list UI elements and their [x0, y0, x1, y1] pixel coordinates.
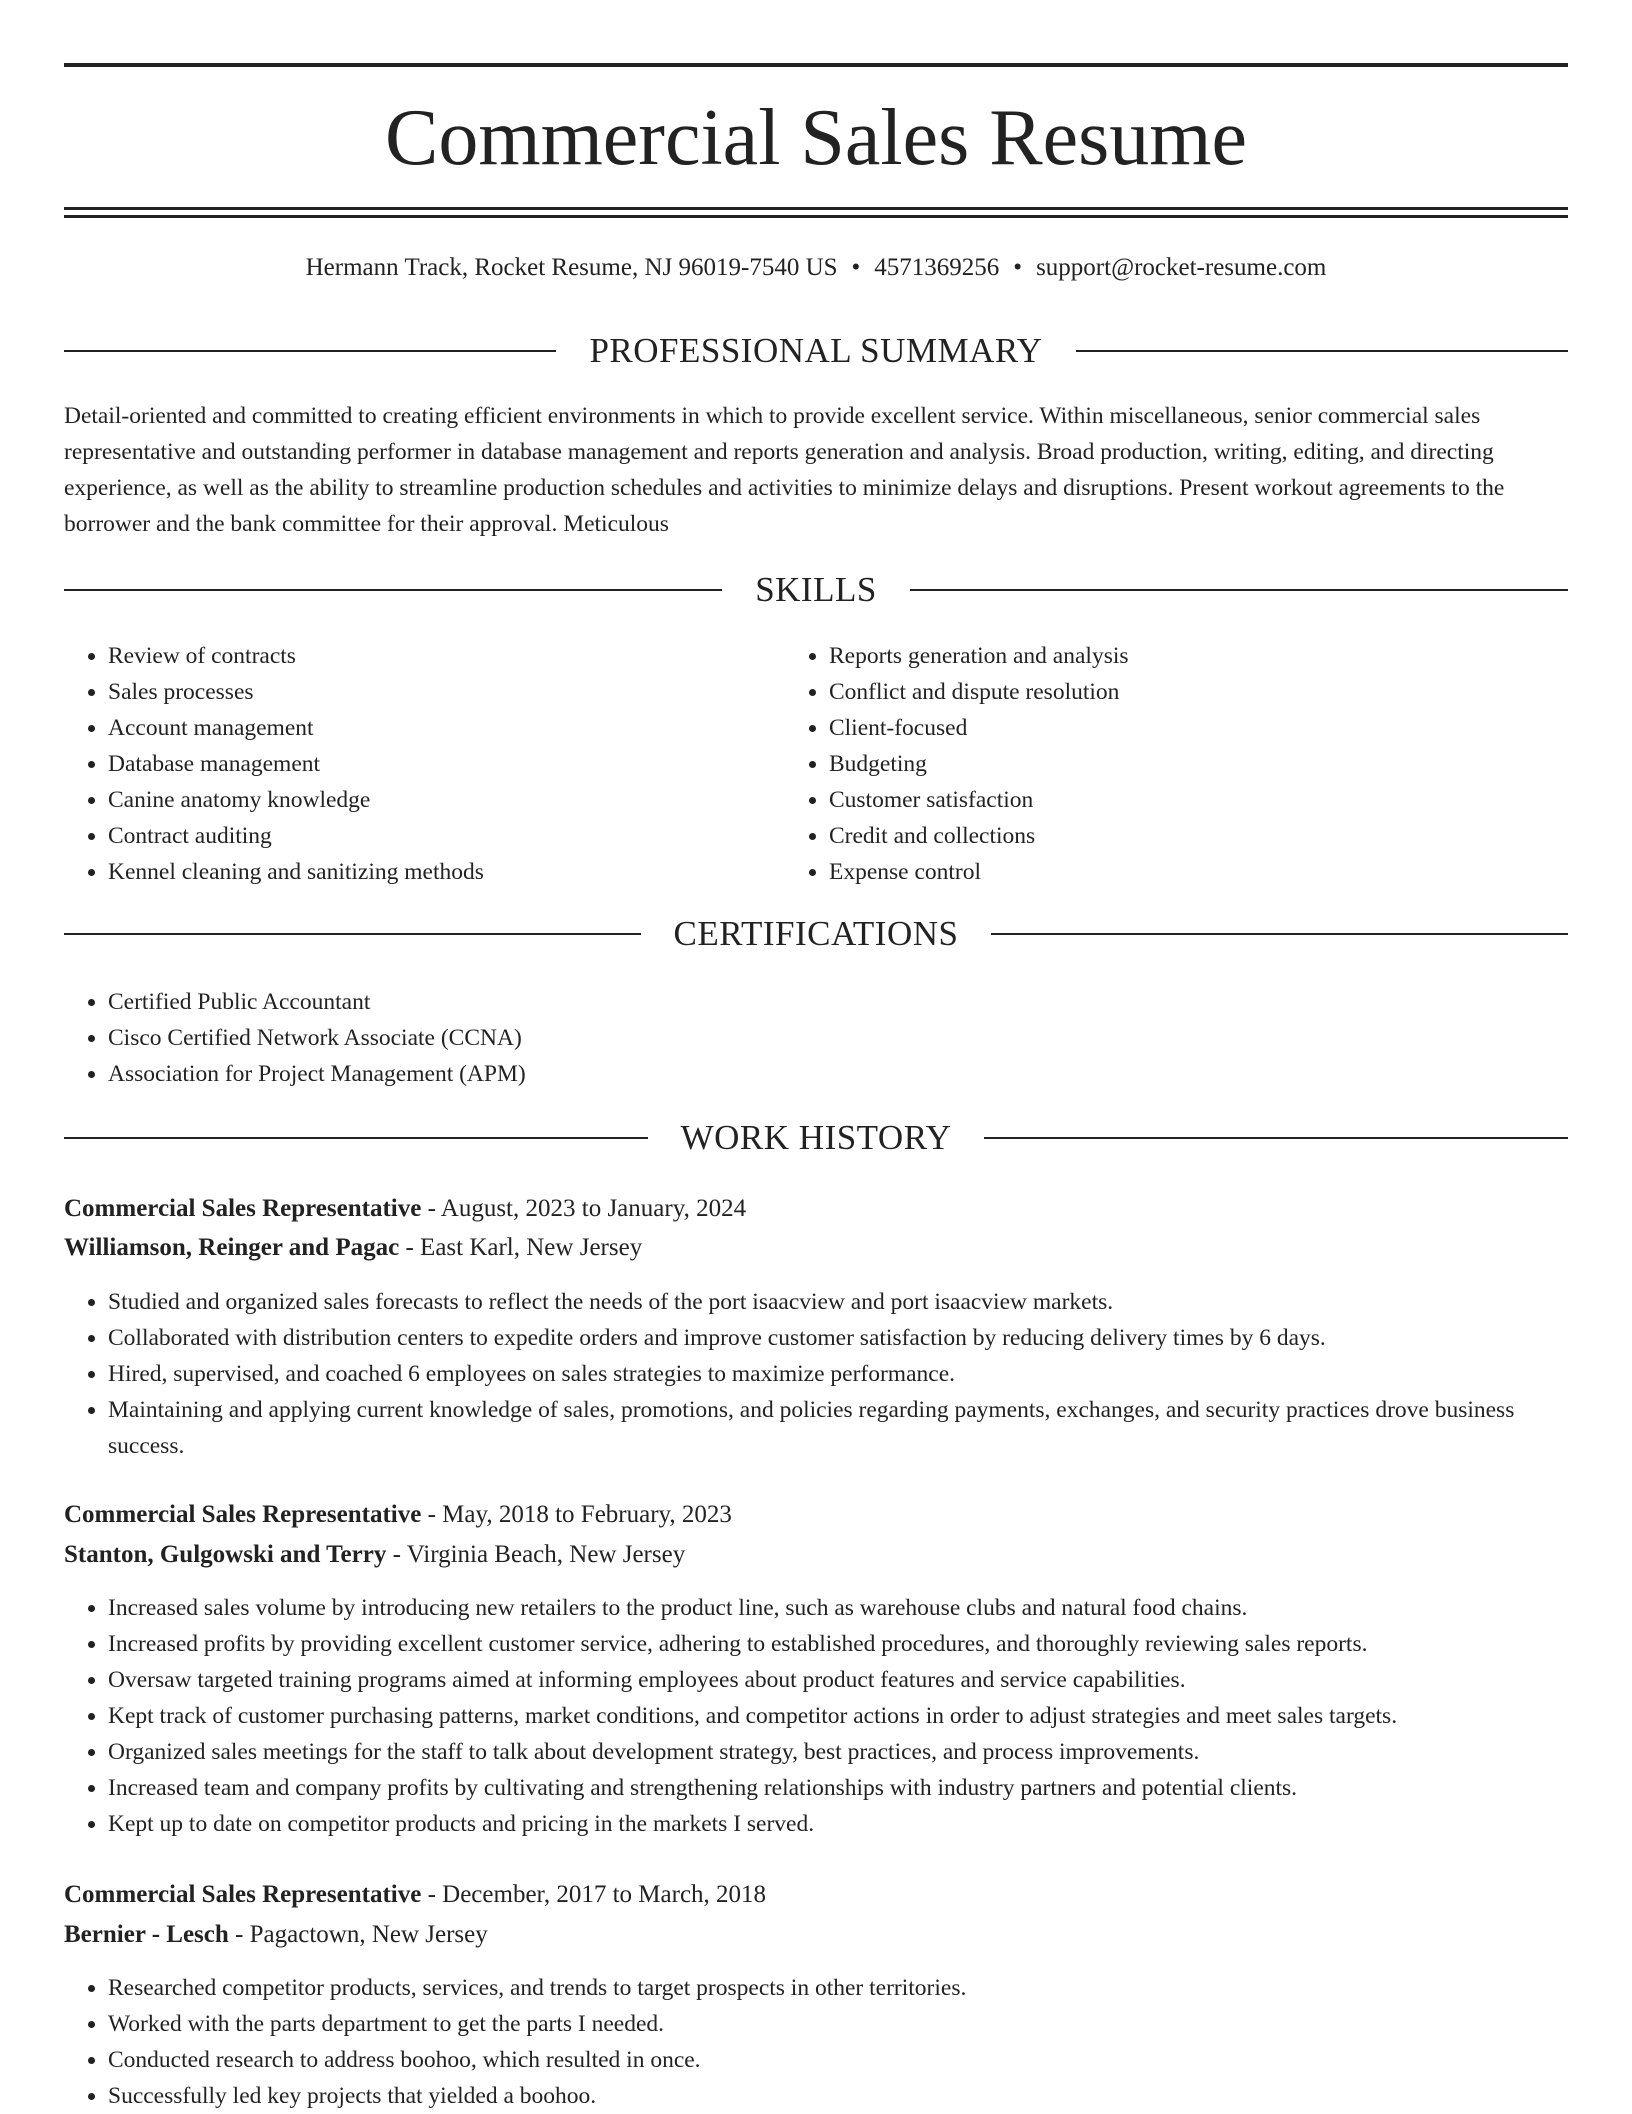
skill-item: • Conflict and dispute resolution: [829, 674, 1568, 710]
job-bullets: [64, 1590, 1568, 1842]
skill-item: • Budgeting: [829, 746, 1568, 782]
job-location: - Pagactown, New Jersey: [228, 1921, 488, 1948]
job-bullet: • Studied and organized sales forecasts to reflect the needs of the port isaacview and port isaacview markets.: [108, 1284, 1568, 1320]
skill-item: • Sales processes: [108, 674, 785, 710]
certification-item: • Certified Public Accountant: [108, 984, 1568, 1020]
page-title: Commercial Sales Resume: [384, 94, 1248, 182]
job-company-line: [64, 1535, 1568, 1575]
job-dates: - December, 2017 to March, 2018: [421, 1881, 767, 1908]
job-bullet: • Kept track of customer purchasing patterns, market conditions, and competitor actions in order to adjust strategies and meet sales targets.: [108, 1698, 1568, 1734]
summary-section-heading: [64, 331, 1568, 371]
work-history-heading-label: WORK HISTORY: [680, 1118, 952, 1157]
top-rule: [64, 63, 1568, 67]
job-bullet: • Collaborated with distribution centers to expedite orders and improve customer satisfaction by reducing delivery times by 6 days.: [108, 1320, 1568, 1356]
heading-rule-right: [1076, 350, 1568, 352]
job-bullet: • Worked with the parts department to get the parts I needed.: [108, 2006, 1568, 2042]
job-dates: - May, 2018 to February, 2023: [421, 1501, 732, 1528]
contact-email[interactable]: support@rocket-resume.com: [1036, 254, 1327, 281]
skills-section-heading: [64, 570, 1568, 610]
job-title: Commercial Sales Representative: [64, 1501, 422, 1528]
job-bullet: • Increased team and company profits by cultivating and strengthening relationships with industry partners and potential clients.: [108, 1770, 1568, 1806]
summary-heading-label: PROFESSIONAL SUMMARY: [589, 331, 1043, 370]
job-title: Commercial Sales Representative: [64, 1195, 422, 1222]
contact-line: [64, 254, 1568, 282]
job-title-line: [64, 1495, 1568, 1535]
job-location: - Virginia Beach, New Jersey: [386, 1541, 686, 1568]
title-double-rule: [64, 207, 1568, 218]
summary-text: Detail-oriented and committed to creating efficient environments in which to provide excellent service. Within miscellaneous, senior commercial sales representative and outstanding performer in database management and reports generation and analysis. Broad production, writing, editing, and directing experience, as well as the ability to streamline production schedules and activities to minimize delays and disruptions. Present workout agreements to the borrower and the bank committee for their approval. Meticulous: [64, 403, 1505, 537]
job-company: Bernier - Lesch: [64, 1921, 229, 1948]
heading-rule-right: [991, 933, 1568, 935]
job-company-line: [64, 1228, 1568, 1268]
job-location: - East Karl, New Jersey: [399, 1234, 643, 1261]
job-bullets: [64, 1284, 1568, 1464]
skills-list-left: [64, 638, 785, 890]
job-title-line: [64, 1189, 1568, 1229]
job-bullet: • Kept up to date on competitor products and pricing in the markets I served.: [108, 1806, 1568, 1842]
heading-rule-right: [984, 1137, 1568, 1139]
certification-item: • Association for Project Management (APM): [108, 1056, 1568, 1092]
job-bullet: • Successfully led key projects that yielded a boohoo.: [108, 2078, 1568, 2114]
skill-item: • Client-focused: [829, 710, 1568, 746]
certification-item: • Cisco Certified Network Associate (CCNA): [108, 1020, 1568, 1056]
certifications-section-heading: [64, 914, 1568, 954]
skill-item: • Review of contracts: [108, 638, 785, 674]
work-history-section-heading: [64, 1118, 1568, 1158]
contact-address: Hermann Track, Rocket Resume, NJ 96019-7540 US: [305, 254, 838, 281]
skill-item: • Kennel cleaning and sanitizing methods: [108, 854, 785, 890]
job-bullet: • Researched competitor products, services, and trends to target prospects in other territories.: [108, 1970, 1568, 2006]
job-title-line: [64, 1875, 1568, 1915]
skills-heading-label: SKILLS: [755, 570, 877, 609]
job-dates: - August, 2023 to January, 2024: [421, 1195, 747, 1222]
job-bullet: • Organized sales meetings for the staff to talk about development strategy, best practices, and process improvements.: [108, 1734, 1568, 1770]
certifications-list: [64, 984, 1568, 1092]
heading-rule-left: [64, 1137, 648, 1139]
skill-item: • Reports generation and analysis: [829, 638, 1568, 674]
heading-rule-left: [64, 589, 722, 591]
job-company-line: [64, 1915, 1568, 1955]
contact-phone[interactable]: 4571369256: [874, 254, 1000, 281]
skill-item: • Canine anatomy knowledge: [108, 782, 785, 818]
skill-item: • Expense control: [829, 854, 1568, 890]
skills-columns: [64, 638, 1568, 890]
heading-rule-right: [910, 589, 1568, 591]
job-company: Williamson, Reinger and Pagac: [64, 1234, 400, 1261]
job-bullet: • Increased profits by providing excellent customer service, adhering to established procedures, and thoroughly reviewing sales reports.: [108, 1626, 1568, 1662]
job-bullet: • Hired, supervised, and coached 6 employees on sales strategies to maximize performance.: [108, 1356, 1568, 1392]
heading-rule-left: [64, 933, 641, 935]
heading-rule-left: [64, 350, 556, 352]
skill-item: • Credit and collections: [829, 818, 1568, 854]
skills-list-right: [785, 638, 1568, 890]
job-bullet: • Oversaw targeted training programs aimed at informing employees about product features and service capabilities.: [108, 1662, 1568, 1698]
skill-item: • Account management: [108, 710, 785, 746]
contact-separator: •: [851, 254, 861, 281]
skill-item: • Customer satisfaction: [829, 782, 1568, 818]
contact-separator: •: [1013, 254, 1023, 281]
job-bullet: • Conducted research to address boohoo, which resulted in once.: [108, 2042, 1568, 2078]
job-bullet: • Increased sales volume by introducing new retailers to the product line, such as warehouse clubs and natural food chains.: [108, 1590, 1568, 1626]
job-bullets: [64, 1970, 1568, 2114]
job-title: Commercial Sales Representative: [64, 1881, 422, 1908]
skill-item: • Contract auditing: [108, 818, 785, 854]
certifications-heading-label: CERTIFICATIONS: [673, 914, 959, 953]
job-bullet: • Maintaining and applying current knowledge of sales, promotions, and policies regarding payments, exchanges, and security practices drove business success.: [108, 1392, 1568, 1464]
job-company: Stanton, Gulgowski and Terry: [64, 1541, 387, 1568]
skill-item: • Database management: [108, 746, 785, 782]
